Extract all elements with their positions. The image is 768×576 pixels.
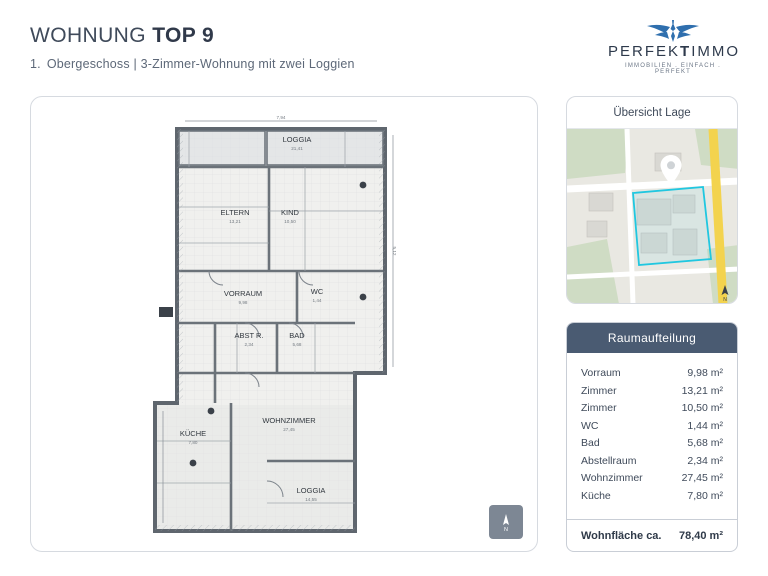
logo-tagline: IMMOBILIEN . EINFACH . PERFEKT xyxy=(624,62,722,75)
room-area: 1,44 m² xyxy=(687,419,723,432)
room-list xyxy=(567,353,737,511)
plan-label-eltern: ELTERN xyxy=(220,208,250,217)
svg-text:10,50: 10,50 xyxy=(284,219,296,224)
logo-name-part2: T xyxy=(680,43,692,60)
room-name: Wohnzimmer xyxy=(581,472,643,484)
plan-label-loggia-bottom: LOGGIA xyxy=(296,486,326,495)
svg-text:2,34: 2,34 xyxy=(244,342,254,347)
room-allocation-heading: Raumaufteilung xyxy=(567,323,737,353)
floorplan-image xyxy=(149,111,421,541)
room-name: Abstellraum xyxy=(581,454,637,467)
room-area: 2,34 m² xyxy=(687,454,723,467)
logo-name-part1: PERFEK xyxy=(608,43,681,60)
room-area: 27,45 m² xyxy=(681,472,723,484)
room-row xyxy=(581,488,723,506)
page-subtitle-text: Obergeschoss | 3-Zimmer-Wohnung mit zwei Loggien xyxy=(46,57,355,71)
page-subtitle xyxy=(30,57,355,71)
room-name: Zimmer xyxy=(581,384,617,397)
svg-text:14,55: 14,55 xyxy=(305,497,317,502)
svg-text:21,41: 21,41 xyxy=(291,146,303,151)
floorplan-card xyxy=(30,96,538,552)
plan-label-wohnzimmer: WOHNZIMMER xyxy=(262,416,316,425)
svg-text:13,21: 13,21 xyxy=(229,219,241,224)
map-title: Übersicht Lage xyxy=(567,97,737,129)
page-title-prefix: WOHNUNG xyxy=(30,24,153,47)
eagle-icon xyxy=(608,18,738,44)
page-subtitle-number: 1. xyxy=(30,57,41,71)
logo-name-part3: IMMO xyxy=(691,43,741,60)
room-name: WC xyxy=(581,419,599,432)
logo-wordmark xyxy=(608,43,741,60)
room-row xyxy=(581,418,723,436)
room-name: Zimmer xyxy=(581,402,617,414)
plan-label-kind: KIND xyxy=(281,208,299,217)
room-row xyxy=(581,383,723,401)
room-area: 7,80 m² xyxy=(687,489,723,502)
plan-label-loggia-top: LOGGIA xyxy=(282,135,312,144)
svg-text:N: N xyxy=(723,297,727,303)
total-area-value: 78,40 m² xyxy=(678,529,723,542)
plan-label-kueche: KÜCHE xyxy=(179,429,207,438)
plan-label-abstellraum: ABST R. xyxy=(234,331,264,340)
room-row xyxy=(581,453,723,471)
room-area: 9,98 m² xyxy=(687,367,723,379)
room-name: Vorraum xyxy=(581,367,621,379)
room-row xyxy=(581,435,723,453)
location-overview-card xyxy=(566,96,738,304)
svg-text:7,94: 7,94 xyxy=(276,115,286,120)
page-title xyxy=(30,24,355,48)
svg-text:5,68: 5,68 xyxy=(292,342,302,347)
svg-text:5,12: 5,12 xyxy=(392,246,397,256)
company-logo xyxy=(608,18,741,75)
room-row xyxy=(581,470,723,488)
room-name: Küche xyxy=(581,489,611,502)
svg-text:27,45: 27,45 xyxy=(283,427,295,432)
map-image[interactable] xyxy=(567,129,737,304)
svg-text:7,80: 7,80 xyxy=(188,440,198,445)
room-area: 13,21 m² xyxy=(681,384,723,397)
room-name: Bad xyxy=(581,437,600,449)
svg-text:1,44: 1,44 xyxy=(312,298,322,303)
room-area: 10,50 m² xyxy=(681,402,723,414)
room-allocation-card xyxy=(566,322,738,552)
room-area: 5,68 m² xyxy=(687,437,723,449)
total-area-row xyxy=(567,519,737,551)
compass-north-icon xyxy=(489,505,523,539)
total-area-label: Wohnfläche ca. xyxy=(581,529,662,542)
svg-text:9,98: 9,98 xyxy=(238,300,248,305)
plan-label-wc: WC xyxy=(310,287,324,296)
room-row xyxy=(581,365,723,383)
svg-text:N: N xyxy=(504,527,508,532)
plan-label-bad: BAD xyxy=(289,331,305,340)
room-row xyxy=(581,400,723,418)
page-title-strong: TOP 9 xyxy=(152,24,215,47)
page-header xyxy=(30,24,355,71)
plan-label-vorraum: VORRAUM xyxy=(223,289,263,298)
